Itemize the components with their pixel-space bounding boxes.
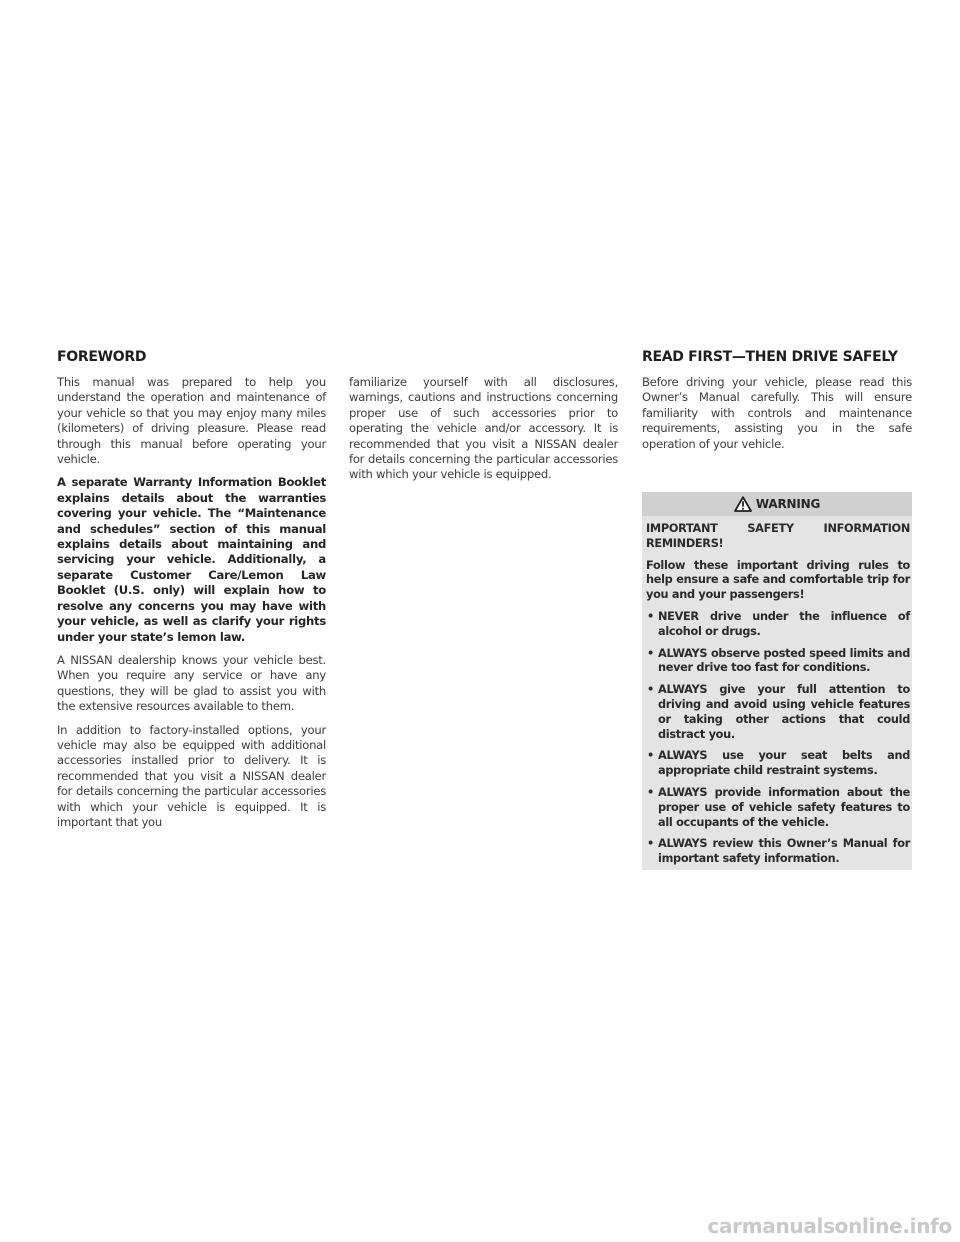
warning-subheading: Follow these important driving rules to help ensure a safe and comfortable trip for you and your passengers! [646, 558, 910, 602]
foreword-column-2 [349, 375, 618, 491]
read-first-column [642, 375, 912, 460]
warning-body [646, 522, 910, 874]
foreword-heading: FOREWORD [57, 349, 147, 365]
read-first-intro: Before driving your vehicle, please read this Owner’s Manual carefully. This will ensure familiarity with controls and maintenance requirements, assisting you in the safe operation of your vehicle. [642, 375, 912, 451]
foreword-accessories-continued: familiarize yourself with all disclosures, warnings, cautions and instructions concerning proper use of such accessories prior to operating the vehicle and/or accessory. It is recommended that you visit a NISSAN dealer for details concerning the particular accessories with which your vehicle is equipped. [349, 375, 618, 482]
foreword-paragraph-1: This manual was prepared to help you understand the operation and maintenance of your vehicle so that you may enjoy many miles (kilometers) of driving pleasure. Please read through this manual before operating your vehicle. [57, 375, 326, 467]
foreword-column-1 [57, 375, 326, 838]
warning-list [646, 610, 910, 867]
read-first-heading: READ FIRST—THEN DRIVE SAFELY [642, 349, 898, 365]
warning-triangle-icon [734, 496, 752, 512]
warning-item: • ALWAYS use your seat belts and appropriate child restraint systems. [646, 749, 910, 779]
warning-item: • NEVER drive under the influence of alcohol or drugs. [646, 610, 910, 640]
warning-item: • ALWAYS give your full attention to driving and avoid using vehicle features or taking other actions that could distract you. [646, 683, 910, 742]
foreword-dealership-paragraph: A NISSAN dealership knows your vehicle best. When you require any service or have any questions, they will be glad to assist you with the extensive resources available to them. [57, 652, 326, 714]
warning-item: • ALWAYS provide information about the proper use of vehicle safety features to all occupants of the vehicle. [646, 786, 910, 830]
warning-box [642, 492, 912, 870]
warning-item: • ALWAYS review this Owner’s Manual for important safety information. [646, 837, 910, 867]
foreword-accessories-paragraph: In addition to factory-installed options, your vehicle may also be equipped with additional accessories installed prior to delivery. It is recommended that you visit a NISSAN dealer for details concerning the particular accessories with which your vehicle is equipped. It is important that you [57, 722, 326, 829]
warning-heading: IMPORTANT SAFETY INFORMATION REMINDERS! [646, 522, 910, 550]
warning-title: WARNING [755, 497, 821, 511]
foreword-warranty-paragraph: A separate Warranty Information Booklet explains details about the warranties covering your vehicle. The “Maintenance and schedules” section of this manual explains details about maintaining and servicing your vehicle. Additionally, a separate Customer Care/Lemon Law Booklet (U.S. only) will explain how to resolve any concerns you may have with your vehicle, as well as clarify your rights under your state’s lemon law. [57, 475, 326, 644]
warning-title-bar [642, 492, 912, 516]
watermark: carmanualsonline.info [707, 1214, 952, 1238]
warning-item: • ALWAYS observe posted speed limits and never drive too fast for conditions. [646, 647, 910, 677]
